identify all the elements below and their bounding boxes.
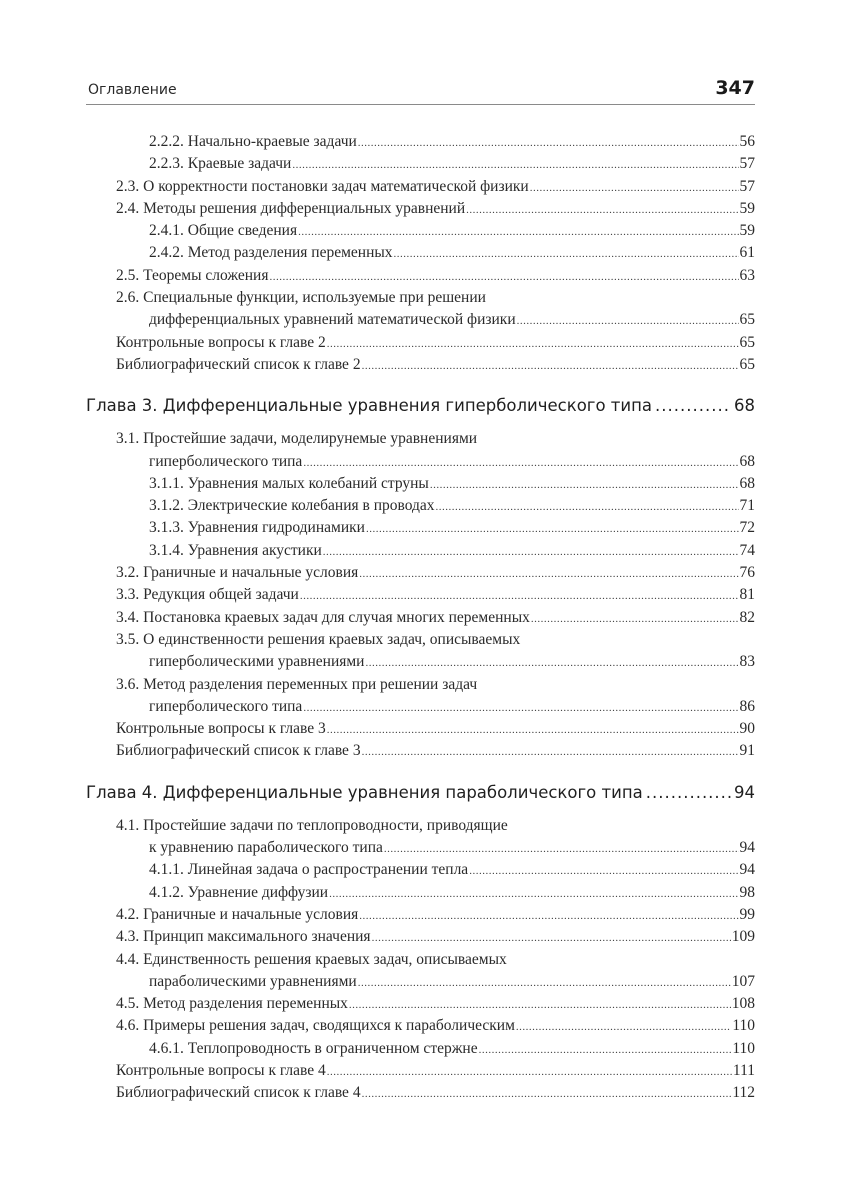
toc-entry-page: 91 bbox=[739, 742, 755, 760]
toc-entry-text: 2.3. О корректности постановки задач математической физики bbox=[116, 177, 529, 195]
toc-entry-text: 2.4.1. Общие сведения bbox=[149, 222, 298, 240]
toc-entry-page: 59 bbox=[739, 222, 755, 240]
dot-leader bbox=[327, 719, 739, 741]
toc-entry-page: 110 bbox=[732, 1039, 755, 1057]
toc-entry[interactable] bbox=[86, 993, 755, 1015]
dot-leader bbox=[358, 132, 739, 154]
toc-entry[interactable] bbox=[86, 904, 755, 926]
dot-leader bbox=[394, 243, 739, 265]
toc-entry-page: 99 bbox=[739, 905, 755, 923]
chapter-page: 68 bbox=[734, 396, 755, 416]
toc-entry-text: Контрольные вопросы к главе 4 bbox=[116, 1061, 326, 1079]
toc-entry-text: 3.3. Редукция общей задачи bbox=[116, 586, 299, 604]
toc-entry-page: 74 bbox=[739, 541, 755, 559]
toc-entry-text: 3.4. Постановка краевых задач для случая многих переменных bbox=[116, 608, 530, 626]
dot-leader bbox=[517, 310, 739, 332]
dot-leader bbox=[436, 496, 739, 518]
dot-leader bbox=[362, 741, 739, 763]
dot-leader bbox=[329, 883, 738, 905]
toc-entry-page: 94 bbox=[739, 839, 755, 857]
toc-entry-text: 3.5. О единственности решения краевых задач, описываемых bbox=[116, 630, 521, 648]
toc-entry-continuation[interactable] bbox=[86, 651, 755, 673]
dot-leader bbox=[359, 563, 738, 585]
dot-leader bbox=[358, 972, 731, 994]
toc-entry-page: 72 bbox=[739, 519, 755, 537]
dot-leader bbox=[327, 1061, 732, 1083]
toc-entry-text: 4.5. Метод разделения переменных bbox=[116, 995, 348, 1013]
toc-entry[interactable] bbox=[86, 198, 755, 220]
toc-entry[interactable] bbox=[86, 131, 755, 153]
toc-entry-text: гиперболического типа bbox=[149, 452, 303, 470]
dot-leader bbox=[372, 927, 731, 949]
toc-entry[interactable] bbox=[86, 473, 755, 495]
toc-entry[interactable] bbox=[86, 1038, 755, 1060]
toc-entry-text: 3.2. Граничные и начальные условия bbox=[116, 564, 359, 582]
dot-leader bbox=[365, 652, 738, 674]
toc-entry[interactable] bbox=[86, 740, 755, 762]
toc-entry[interactable] bbox=[86, 1060, 755, 1082]
dot-leader bbox=[327, 333, 739, 355]
toc-entry-text: 3.6. Метод разделения переменных при решении задач bbox=[116, 675, 478, 693]
chapter-2-tail-entries bbox=[86, 131, 755, 376]
toc-entry-text: 4.4. Единственность решения краевых задач, описываемых bbox=[116, 950, 507, 968]
toc-entry-text: гиперболического типа bbox=[149, 697, 303, 715]
toc-entry[interactable] bbox=[86, 1015, 755, 1037]
toc-entry-page: 59 bbox=[739, 199, 755, 217]
toc-entry[interactable] bbox=[86, 882, 755, 904]
dot-leader bbox=[292, 154, 738, 176]
toc-entry-text: Библиографический список к главе 4 bbox=[116, 1084, 361, 1102]
toc-entry[interactable] bbox=[86, 1082, 755, 1104]
toc-entry-page: 65 bbox=[739, 355, 755, 373]
toc-entry[interactable] bbox=[86, 242, 755, 264]
toc-entry[interactable] bbox=[86, 220, 755, 242]
toc-entry-text: 3.1.1. Уравнения малых колебаний струны bbox=[149, 474, 429, 492]
dot-leader bbox=[516, 1016, 731, 1038]
toc-entry-text: Контрольные вопросы к главе 2 bbox=[116, 333, 326, 351]
toc-entry-page: 110 bbox=[732, 1017, 755, 1035]
toc-entry[interactable] bbox=[86, 562, 755, 584]
toc-entry-text: 3.1.2. Электрические колебания в проводах bbox=[149, 497, 435, 515]
toc-entry-page: 63 bbox=[739, 266, 755, 284]
toc-entry-page: 76 bbox=[739, 564, 755, 582]
dot-leader bbox=[303, 452, 738, 474]
toc-entry-page: 98 bbox=[739, 883, 755, 901]
toc-entry-page: 68 bbox=[739, 452, 755, 470]
chapter-page: 94 bbox=[734, 782, 755, 802]
toc-entry-page: 61 bbox=[739, 244, 755, 262]
toc-entry[interactable] bbox=[86, 607, 755, 629]
toc-entry[interactable] bbox=[86, 584, 755, 606]
toc-entry-page: 57 bbox=[739, 155, 755, 173]
toc-entry[interactable] bbox=[86, 674, 755, 696]
toc-entry[interactable] bbox=[86, 354, 755, 376]
running-header bbox=[86, 78, 755, 105]
toc-entry-page: 108 bbox=[731, 995, 755, 1013]
toc-entry[interactable] bbox=[86, 926, 755, 948]
dot-leader bbox=[366, 518, 739, 540]
toc-entry-continuation[interactable] bbox=[86, 309, 755, 331]
dot-leader bbox=[466, 199, 738, 221]
toc-entry-text: 4.1.1. Линейная задача о распространении тепла bbox=[149, 861, 469, 879]
chapter-title: Глава 4. Дифференциальные уравнения параболического типа bbox=[86, 782, 643, 802]
dot-leader bbox=[269, 266, 738, 288]
toc-entry-page: 56 bbox=[739, 133, 755, 150]
toc-entry-text: 4.1.2. Уравнение диффузии bbox=[149, 883, 329, 901]
toc-entry-text: 4.6. Примеры решения задач, сводящихся к параболическим bbox=[116, 1017, 515, 1035]
table-of-contents bbox=[86, 131, 755, 1105]
toc-entry-page: 68 bbox=[739, 474, 755, 492]
toc-entry[interactable] bbox=[86, 265, 755, 287]
toc-entry-page: 94 bbox=[739, 861, 755, 879]
toc-entry-continuation[interactable] bbox=[86, 696, 755, 718]
dot-leader bbox=[323, 541, 739, 563]
toc-entry-text: 2.2.3. Краевые задачи bbox=[149, 155, 292, 173]
toc-entry-text: 4.3. Принцип максимального значения bbox=[116, 928, 371, 946]
toc-entry[interactable] bbox=[86, 287, 755, 309]
toc-entry-continuation[interactable] bbox=[86, 837, 755, 859]
toc-entry[interactable] bbox=[86, 949, 755, 971]
toc-entry[interactable] bbox=[86, 629, 755, 651]
toc-entry-page: 86 bbox=[739, 697, 755, 715]
dot-leader bbox=[531, 608, 739, 630]
dot-leader bbox=[359, 905, 738, 927]
chapter-4-entries bbox=[86, 815, 755, 1105]
toc-entry-page: 107 bbox=[731, 972, 755, 990]
toc-entry-page: 81 bbox=[739, 586, 755, 604]
toc-entry-continuation[interactable] bbox=[86, 971, 755, 993]
toc-entry-page: 111 bbox=[732, 1061, 755, 1079]
toc-entry-page: 82 bbox=[739, 608, 755, 626]
toc-entry-page: 65 bbox=[739, 333, 755, 351]
chapter-3-entries bbox=[86, 428, 755, 762]
toc-entry-page: 65 bbox=[739, 311, 755, 329]
toc-entry[interactable] bbox=[86, 859, 755, 881]
toc-entry[interactable] bbox=[86, 540, 755, 562]
toc-entry-text: 3.1. Простейшие задачи, моделирунемые уравнениями bbox=[116, 430, 478, 448]
toc-entry-page: 90 bbox=[739, 720, 755, 738]
toc-entry-text: Библиографический список к главе 3 bbox=[116, 742, 361, 760]
dot-leader bbox=[430, 474, 739, 496]
toc-entry-text: 3.1.3. Уравнения гидродинамики bbox=[149, 519, 365, 537]
dot-leader bbox=[362, 355, 739, 377]
toc-entry-page: 112 bbox=[732, 1084, 755, 1102]
toc-entry-page: 71 bbox=[739, 497, 755, 515]
dot-leader bbox=[384, 838, 739, 860]
dot-leader bbox=[646, 780, 731, 806]
toc-entry-text: 2.4.2. Метод разделения переменных bbox=[149, 244, 393, 262]
dot-leader bbox=[303, 697, 738, 719]
toc-entry[interactable] bbox=[86, 495, 755, 517]
toc-entry-text: 4.1. Простейшие задачи по теплопроводности, приводящие bbox=[116, 816, 508, 834]
toc-entry-text: дифференциальных уравнений математической физики bbox=[149, 311, 516, 329]
toc-entry[interactable] bbox=[86, 176, 755, 198]
dot-leader bbox=[469, 860, 738, 882]
toc-entry-text: 2.4. Методы решения дифференциальных уравнений bbox=[116, 199, 466, 217]
toc-entry-text: 3.1.4. Уравнения акустики bbox=[149, 541, 322, 559]
toc-entry-text: 2.2.2. Начально-краевые задачи bbox=[149, 133, 357, 150]
toc-entry[interactable] bbox=[86, 815, 755, 837]
chapter-4-heading[interactable] bbox=[86, 780, 755, 806]
dot-leader bbox=[479, 1039, 732, 1061]
toc-entry-text: гиперболическими уравнениями bbox=[149, 653, 365, 671]
dot-leader bbox=[300, 585, 739, 607]
toc-entry-continuation[interactable] bbox=[86, 451, 755, 473]
toc-entry-text: 4.2. Граничные и начальные условия bbox=[116, 905, 359, 923]
toc-entry-text: к уравнению параболического типа bbox=[149, 839, 383, 857]
toc-entry-text: параболическими уравнениями bbox=[149, 972, 357, 990]
toc-entry[interactable] bbox=[86, 428, 755, 450]
dot-leader bbox=[362, 1083, 732, 1105]
chapter-3-heading[interactable] bbox=[86, 393, 755, 419]
dot-leader bbox=[530, 177, 739, 199]
dot-leader bbox=[655, 393, 731, 419]
toc-entry-page: 109 bbox=[731, 928, 755, 946]
running-header-title: Оглавление bbox=[88, 82, 177, 98]
toc-entry-text: 4.6.1. Теплопроводность в ограниченном стержне bbox=[149, 1039, 478, 1057]
toc-entry-page: 57 bbox=[739, 177, 755, 195]
toc-entry-text: Контрольные вопросы к главе 3 bbox=[116, 720, 326, 738]
toc-entry[interactable] bbox=[86, 332, 755, 354]
toc-entry[interactable] bbox=[86, 517, 755, 539]
toc-entry-text: 2.5. Теоремы сложения bbox=[116, 266, 269, 284]
page-number: 347 bbox=[715, 77, 755, 99]
toc-entry-text: Библиографический список к главе 2 bbox=[116, 355, 361, 373]
toc-entry[interactable] bbox=[86, 153, 755, 175]
dot-leader bbox=[298, 221, 738, 243]
toc-entry[interactable] bbox=[86, 718, 755, 740]
dot-leader bbox=[349, 994, 731, 1016]
toc-entry-text: 2.6. Специальные функции, используемые при решении bbox=[116, 289, 486, 307]
toc-entry-page: 83 bbox=[739, 653, 755, 671]
chapter-title: Глава 3. Дифференциальные уравнения гиперболического типа bbox=[86, 396, 653, 416]
